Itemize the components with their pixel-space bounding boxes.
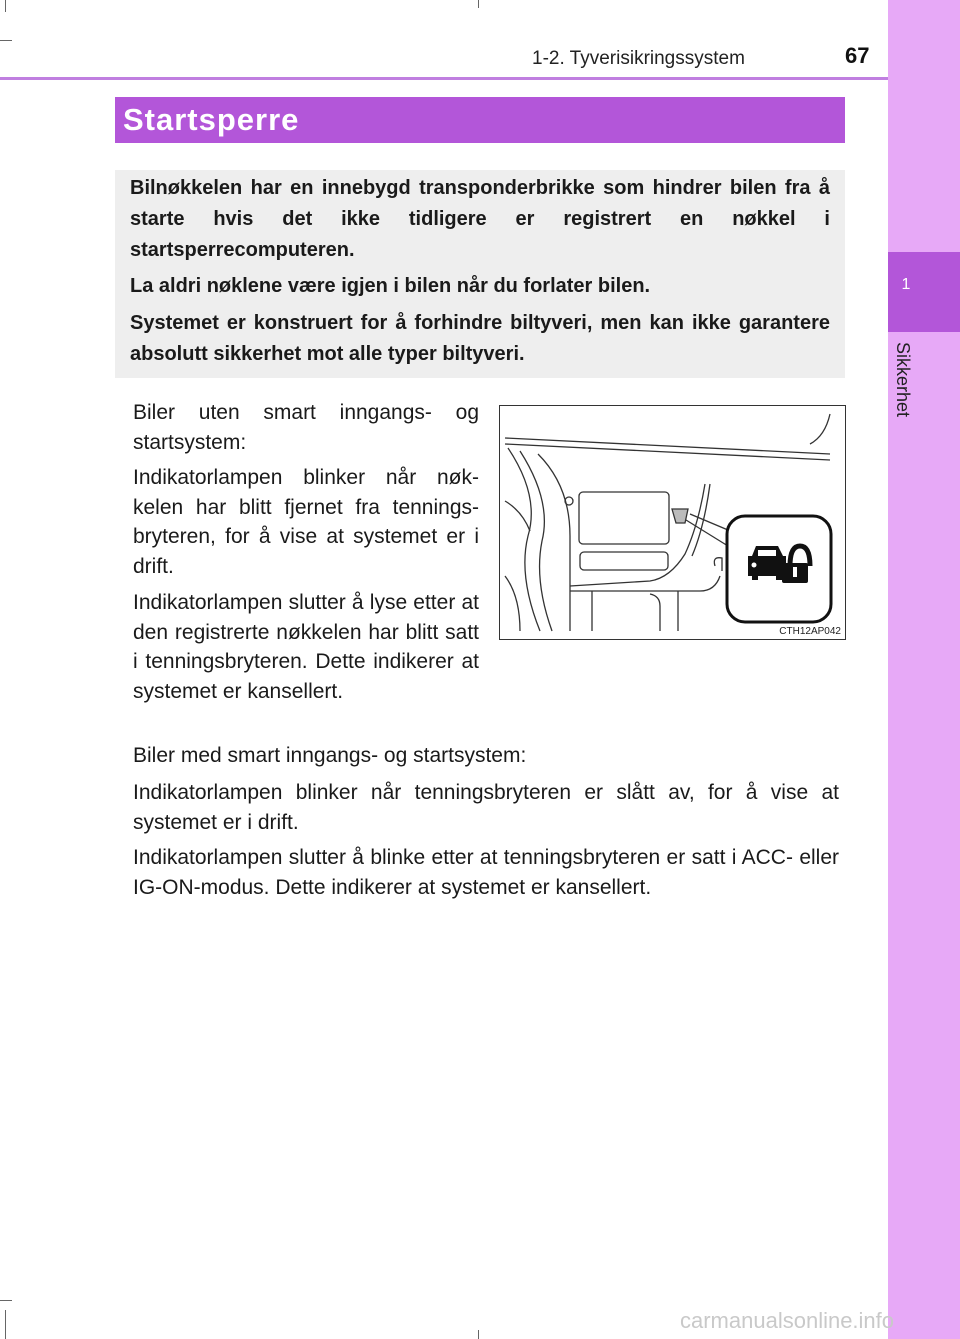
chapter-title-text: Sikkerhet: [893, 342, 913, 418]
note-paragraph: Bilnøkkelen har en innebygd transponderbrikke som hindrer bilen fra å starte hvis det ikke tidligere er registrert en nøkkel i startsperrecomputeren.: [130, 177, 830, 261]
crop-mark: [5, 1310, 6, 1339]
body-paragraph: Biler med smart inngangs- og startsystem:: [133, 744, 527, 767]
note-box: [115, 170, 845, 378]
crop-mark: [478, 0, 479, 8]
side-tab: [888, 0, 960, 1339]
note-paragraph: Systemet er konstruert for å forhindre biltyveri, men kan ikke garantere absolutt sikkerhet mot alle typer biltyveri.: [130, 312, 830, 365]
header-section-title: 1-2. Tyverisikringssystem: [532, 48, 745, 69]
body-paragraph: Indikatorlampen blinker når tenningsbryteren er slått av, for å vise at systemet er i drift.: [133, 781, 839, 834]
figure-code: CTH12AP042: [779, 626, 841, 637]
crop-mark: [0, 40, 12, 41]
crop-mark: [0, 1300, 12, 1301]
chapter-number: 1: [901, 276, 911, 293]
body-paragraph: Indikatorlampen blinker når nøk-kelen har blitt fjernet fra tennings-bryteren, for å vise at systemet er i drift.: [133, 466, 479, 578]
section-title: Startsperre: [123, 102, 300, 137]
dashboard-illustration: [499, 405, 846, 640]
crop-mark: [5, 0, 6, 12]
watermark: carmanualsonline.info: [680, 1308, 895, 1333]
body-paragraph: Indikatorlampen slutter å blinke etter at tenningsbryteren er satt i ACC- eller IG-ON-modus. Dette indikerer at systemet er kansellert.: [133, 846, 839, 899]
page-number: 67: [845, 43, 870, 68]
header-rule: [0, 77, 888, 80]
dashboard-drawing: [500, 406, 845, 639]
note-paragraph: La aldri nøklene være igjen i bilen når du forlater bilen.: [130, 275, 651, 297]
body-paragraph: Indikatorlampen slutter å lyse etter at den registrerte nøkkelen har blitt satt i tenningsbryteren. Dette indikerer at systemet er kansellert.: [133, 591, 479, 703]
body-paragraph: Biler uten smart inngangs- og startsystem:: [133, 401, 479, 454]
crop-mark: [478, 1330, 479, 1339]
section-title-bar: [115, 97, 845, 143]
chapter-title: [889, 342, 921, 432]
